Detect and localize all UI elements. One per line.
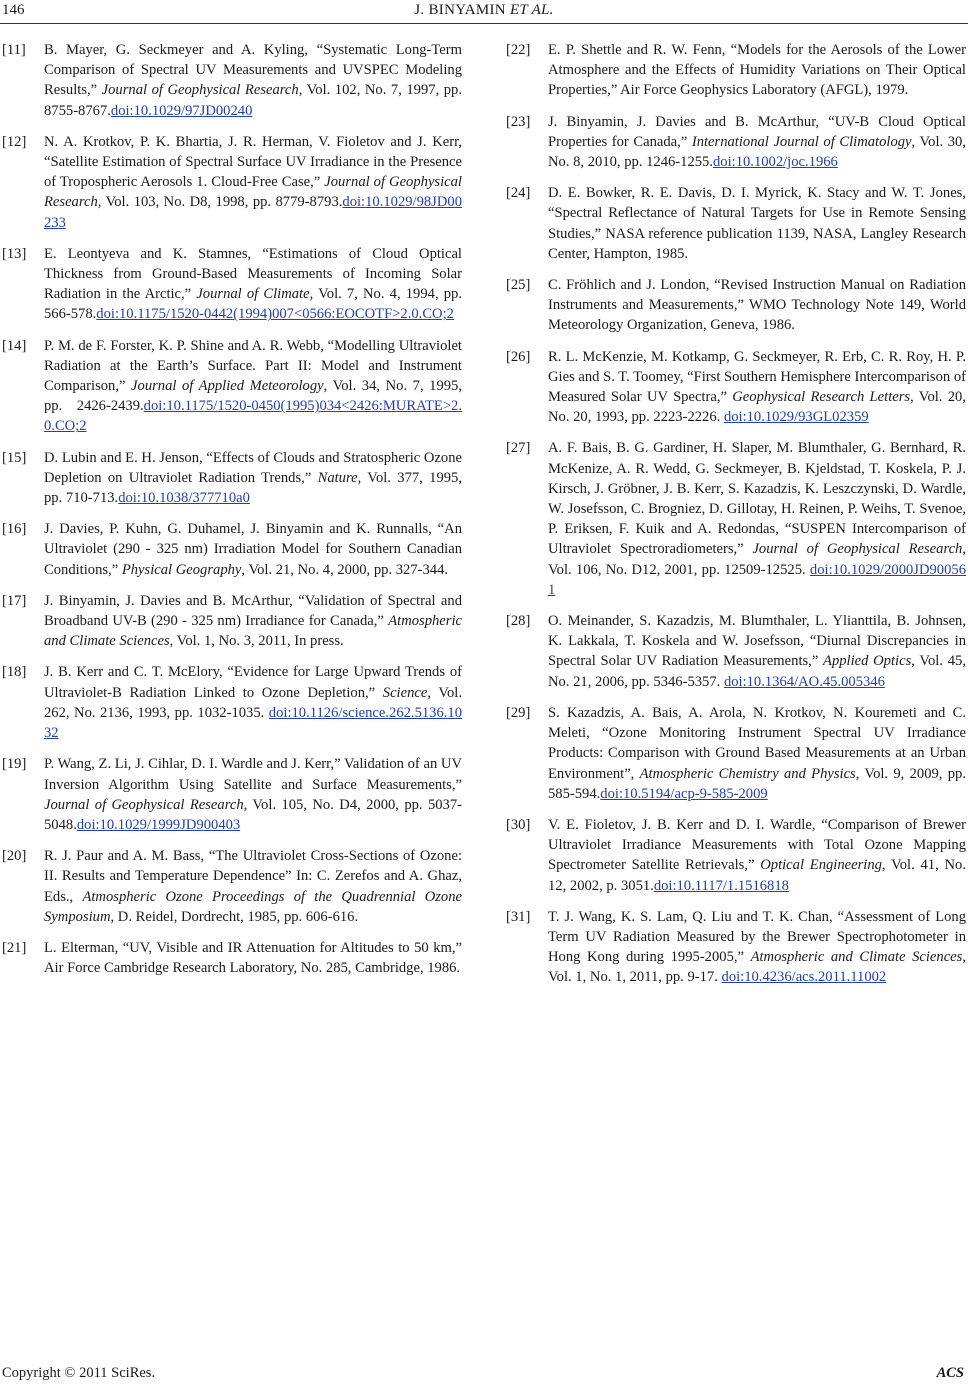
reference-body — [548, 277, 966, 333]
reference-text: T. J. Wang, K. S. Lam, Q. Liu and T. K. Chan, “Assessment of Long Term UV Radiation Measured by the Brewer Spectrophotometer in Hong Kong during 1995-2005,” — [548, 908, 966, 966]
reference-number: [15] — [2, 449, 27, 466]
reference-details: , Vol. 103, No. D8, 1998, pp. 8779-8793. — [97, 194, 343, 211]
doi-link[interactable]: doi:10.1029/98JD00233 — [44, 194, 462, 231]
reference-entry — [2, 40, 462, 121]
reference-entry — [2, 846, 462, 927]
reference-details: , Vol. 105, No. D4, 2000, pp. 5037-5048. — [44, 796, 463, 833]
reference-source-title: Applied Optics — [823, 653, 912, 670]
doi-link[interactable]: doi:10.1126/science.262.5136.1032 — [44, 704, 462, 742]
reference-body — [548, 114, 966, 170]
reference-number: [20] — [2, 848, 27, 865]
reference-body — [44, 338, 462, 435]
reference-text: E. Leontyeva and K. Stamnes, “Estimations of Cloud Optical Thickness from Ground-Based Measurements of Incoming Solar Radiation in the Arctic,” — [44, 245, 462, 303]
doi-link[interactable]: doi:10.4236/acs.2011.11002 — [721, 969, 887, 986]
reference-number: [30] — [506, 816, 531, 833]
reference-text: R. L. McKenzie, M. Kotkamp, G. Seckmeyer, R. Erb, C. R. Roy, H. P. Gies and S. T. Toomey, “First Southern Hemisphere Intercomparison of Measured Solar UV Spectra,” — [548, 348, 966, 406]
reference-text: J. Binyamin, J. Davies and B. McArthur, “Validation of Spectral and Broadband UV-B (290 - 325 nm) Irradiance for Canada,” — [44, 592, 462, 630]
running-head — [0, 2, 968, 19]
reference-text: E. P. Shettle and R. W. Fenn, “Models for the Aerosols of the Lower Atmosphere and the Effects of Humidity Variations on Their Optical Properties,” Air Force Geophysics Laboratory (AFGL), 1979. — [548, 42, 966, 99]
reference-source-title: Physical Geography — [121, 561, 242, 578]
reference-entry — [2, 132, 462, 233]
reference-entry — [2, 938, 462, 978]
reference-details: , Vol. 102, No. 7, 1997, pp. 8755-8767. — [44, 82, 462, 119]
reference-source-title: Journal of Geophysical Research — [752, 541, 963, 558]
reference-source-title: International Journal of Climatology — [691, 133, 912, 150]
reference-number: [28] — [506, 613, 531, 630]
reference-number: [22] — [506, 42, 531, 58]
reference-source-title: Atmospheric and Climate Sciences — [44, 613, 462, 650]
reference-text: J. B. Kerr and C. T. McElory, “Evidence for Large Upward Trends of Ultraviolet-B Radiation Linked to Ozone Depletion,” — [44, 664, 462, 701]
doi-link[interactable]: doi:10.1002/joc.1966 — [713, 154, 838, 171]
doi-link[interactable]: doi:10.1364/AO.45.005346 — [723, 673, 885, 690]
reference-body — [44, 848, 462, 925]
reference-entry — [506, 40, 966, 101]
reference-details: , Vol. 30, No. 8, 2010, pp. 1246-1255. — [548, 133, 966, 171]
reference-text: P. Wang, Z. Li, J. Cihlar, D. I. Wardle and J. Kerr,” Validation of an UV Inversion Algorithm Using Satellite and Surface Measurements,” — [44, 756, 462, 793]
reference-body — [44, 450, 462, 506]
reference-text: D. E. Bowker, R. E. Davis, D. I. Myrick, K. Stacy and W. T. Jones, “Spectral Reflectance of Natural Targets for Use in Remote Sensing Studies,” NASA reference publication 1139, NASA, Langley Research Center, Hampton, 1985. — [548, 185, 966, 262]
reference-entry — [2, 754, 462, 835]
reference-body — [44, 42, 462, 119]
journal-abbrev: ACS — [936, 1365, 964, 1381]
reference-body — [44, 940, 462, 976]
reference-body — [44, 134, 462, 231]
reference-body — [44, 593, 462, 649]
reference-number: [25] — [506, 277, 531, 294]
reference-source-title: Journal of Applied Meteorology — [131, 378, 324, 395]
reference-entry — [506, 703, 966, 804]
reference-entry — [2, 519, 462, 580]
running-head-etal: ET AL. — [509, 2, 554, 18]
doi-link[interactable]: doi:10.1029/93GL02359 — [723, 409, 869, 426]
reference-number: [13] — [2, 245, 27, 262]
reference-body — [548, 185, 966, 262]
doi-link[interactable]: doi:10.1175/1520-0450(1995)034<2426:MURATE>2.0.CO;2 — [44, 398, 462, 435]
header-rule — [0, 23, 968, 24]
reference-entry — [2, 448, 462, 509]
reference-entry — [2, 244, 462, 325]
reference-entry — [506, 611, 966, 692]
reference-text: B. Mayer, G. Seckmeyer and A. Kyling, “Systematic Long-Term Comparison of Spectral UV Measurements and UVSPEC Modeling Results,” — [44, 42, 462, 99]
reference-text: A. F. Bais, B. G. Gardiner, H. Slaper, M. Blumthaler, G. Bernhard, R. McKenize, A. R. Wedd, G. Seckmeyer, B. Kjeldstad, T. Koskela, P. J. Kirsch, J. Gröbner, J. B. Kerr, S. Kazadzis, K. Leszczynski, D. Wardle, W. Josefsson, C. Brogniez, D. Gillotay, H. Reinen, P. Weihs, T. Svenoe, P. Eriksen, F. Kuik and A. Redondas, “SUSPEN Intercomparison of Ultraviolet Spectroradiometers,” — [548, 440, 966, 558]
reference-number: [24] — [506, 185, 531, 202]
reference-details: , Vol. 20, No. 20, 1993, pp. 2223-2226. — [548, 389, 966, 426]
copyright-notice: Copyright © 2011 SciRes. — [2, 1365, 156, 1381]
reference-number: [12] — [2, 133, 27, 150]
reference-body — [44, 246, 462, 323]
reference-body — [548, 909, 966, 986]
reference-body — [548, 42, 966, 98]
reference-entry — [506, 112, 966, 173]
reference-body — [548, 705, 966, 802]
reference-text: J. Davies, P. Kuhn, G. Duhamel, J. Binyamin and K. Runnalls, “An Ultraviolet (290 - 325 nm) Irradiation Model for Southern Canadian Conditions,” — [44, 521, 462, 578]
reference-body — [44, 521, 462, 577]
reference-text: V. E. Fioletov, J. B. Kerr and D. I. Wardle, “Comparison of Brewer Ultraviolet Irradiance Measurements with Total Ozone Mapping Spectrometer Satellite Retrievals,” — [548, 816, 966, 874]
reference-source-title: Science — [382, 684, 428, 701]
reference-number: [11] — [2, 42, 26, 58]
reference-body — [548, 613, 966, 690]
reference-number: [18] — [2, 664, 27, 681]
reference-details: , Vol. 45, No. 21, 2006, pp. 5346-5357. — [548, 653, 966, 690]
reference-details: , Vol. 7, No. 4, 1994, pp. 566-578. — [44, 286, 462, 323]
reference-text: R. J. Paur and A. M. Bass, “The Ultraviolet Cross-Sections of Ozone: II. Results and Temperature Dependence” In: C. Zerefos and A. Ghaz, Eds., — [44, 848, 462, 905]
reference-number: [17] — [2, 592, 27, 609]
reference-text: S. Kazadzis, A. Bais, A. Arola, N. Krotkov, N. Kouremeti and C. Meleti, “Ozone Monitoring Instrument Spectral UV Irradiance Products: Comparison with Ground Based Measurements at an Urban Environment”, — [548, 704, 966, 782]
doi-link[interactable]: doi:10.1029/1999JD900403 — [76, 816, 241, 833]
reference-source-title: Optical Engineering — [760, 857, 882, 874]
reference-number: [26] — [506, 348, 531, 365]
reference-source-title: Journal of Geophysical Research — [101, 82, 299, 99]
doi-link[interactable]: doi:10.1117/1.1516818 — [653, 877, 789, 894]
reference-entry — [2, 336, 462, 437]
reference-entry — [2, 591, 462, 652]
reference-entry — [506, 183, 966, 264]
reference-source-title: Geophysical Research Letters — [732, 389, 911, 406]
reference-entry — [506, 438, 966, 600]
reference-number: [21] — [2, 939, 27, 956]
reference-details: , Vol. 377, 1995, pp. 710-713. — [44, 469, 462, 507]
doi-link[interactable]: doi:10.1175/1520-0442(1994)007<0566:EOCOTF>2.0.CO;2 — [96, 306, 454, 323]
reference-number: [14] — [2, 337, 27, 354]
reference-body — [44, 664, 462, 741]
reference-number: [23] — [506, 113, 531, 130]
reference-details: , Vol. 41, No. 12, 2002, p. 3051. — [548, 857, 966, 894]
doi-link[interactable]: doi:10.5194/acp-9-585-2009 — [600, 785, 768, 802]
reference-body — [548, 349, 966, 426]
reference-details: , Vol. 34, No. 7, 1995, pp. 2426-2439. — [44, 378, 462, 415]
doi-link[interactable]: doi:10.1038/377710a0 — [118, 490, 250, 507]
reference-source-title: Atmospheric Chemistry and Physics — [639, 765, 856, 782]
reference-text: O. Meinander, S. Kazadzis, M. Blumthaler, L. Ylianttila, B. Johnsen, K. Lakkala, T. Koskela and W. Josefsson, “Diurnal Discrepancies in Spectral Solar UV Radiation Measurements,” — [548, 613, 966, 670]
reference-details: , Vol. 1, No. 3, 2011, In press. — [169, 633, 344, 650]
reference-text: N. A. Krotkov, P. K. Bhartia, J. R. Herman, V. Fioletov and J. Kerr, “Satellite Estimation of Spectral Surface UV Irradiance in the Presence of Tropospheric Aerosols 1. Cloud-Free Case,” — [44, 133, 462, 191]
reference-entry — [506, 347, 966, 428]
reference-source-title: Journal of Geophysical Research — [44, 796, 244, 813]
reference-source-title: Journal of Geophysical Research — [44, 174, 462, 211]
reference-source-title: Atmospheric Ozone Proceedings of the Quadrennial Ozone Symposium — [44, 888, 462, 925]
reference-source-title: Atmospheric and Climate Sciences — [750, 949, 963, 966]
reference-number: [19] — [2, 756, 27, 773]
reference-body — [548, 817, 966, 894]
reference-number: [29] — [506, 704, 531, 721]
reference-text: P. M. de F. Forster, K. P. Shine and A. R. Webb, “Modelling Ultraviolet Radiation at the Earth’s Surface. Part II: Model and Instrument Comparison,” — [44, 337, 462, 395]
reference-body — [44, 756, 462, 833]
reference-details: , Vol. 9, 2009, pp. 585-594. — [548, 765, 966, 802]
reference-number: [16] — [2, 521, 27, 538]
reference-text: D. Lubin and E. H. Jenson, “Effects of Clouds and Stratospheric Ozone Depletion on Ultraviolet Radiation Trends,” — [44, 449, 462, 486]
page-number: 146 — [2, 2, 25, 18]
reference-text: L. Elterman, “UV, Visible and IR Attenuation for Altitudes to 50 km,” Air Force Cambridge Research Laboratory, No. 285, Cambridge, 1986. — [44, 939, 462, 977]
reference-entry — [2, 662, 462, 743]
doi-link[interactable]: doi:10.1029/2000JD900561 — [548, 561, 966, 598]
left-column — [2, 40, 462, 989]
reference-body — [548, 440, 966, 597]
reference-entry — [506, 907, 966, 988]
reference-source-title: Journal of Climate — [196, 286, 310, 303]
page-footer — [0, 1360, 968, 1382]
reference-details: , D. Reidel, Dordrecht, 1985, pp. 606-616. — [110, 908, 359, 925]
right-column — [506, 40, 966, 999]
reference-details: , Vol. 21, No. 4, 2000, pp. 327-344. — [241, 561, 449, 578]
doi-link[interactable]: doi:10.1029/97JD00240 — [110, 102, 253, 119]
reference-details: , Vol. 1, No. 1, 2011, pp. 9-17. — [548, 949, 966, 986]
reference-number: [31] — [506, 908, 531, 925]
reference-details: , Vol. 262, No. 2136, 1993, pp. 1032-1035. — [44, 684, 462, 721]
reference-source-title: Nature — [317, 469, 358, 486]
reference-number: [27] — [506, 440, 531, 457]
reference-entry — [506, 275, 966, 336]
reference-text: C. Fröhlich and J. London, “Revised Instruction Manual on Radiation Instruments and Measurements,” WMO Technology Note 149, World Meteorology Organization, Geneva, 1986. — [548, 277, 966, 334]
reference-entry — [506, 815, 966, 896]
running-head-authors: J. BINYAMIN — [414, 2, 506, 18]
reference-text: J. Binyamin, J. Davies and B. McArthur, “UV-B Cloud Optical Properties for Canada,” — [548, 113, 966, 150]
reference-details: , Vol. 106, No. D12, 2001, pp. 12509-12525. — [548, 541, 967, 578]
page-header — [0, 0, 968, 22]
